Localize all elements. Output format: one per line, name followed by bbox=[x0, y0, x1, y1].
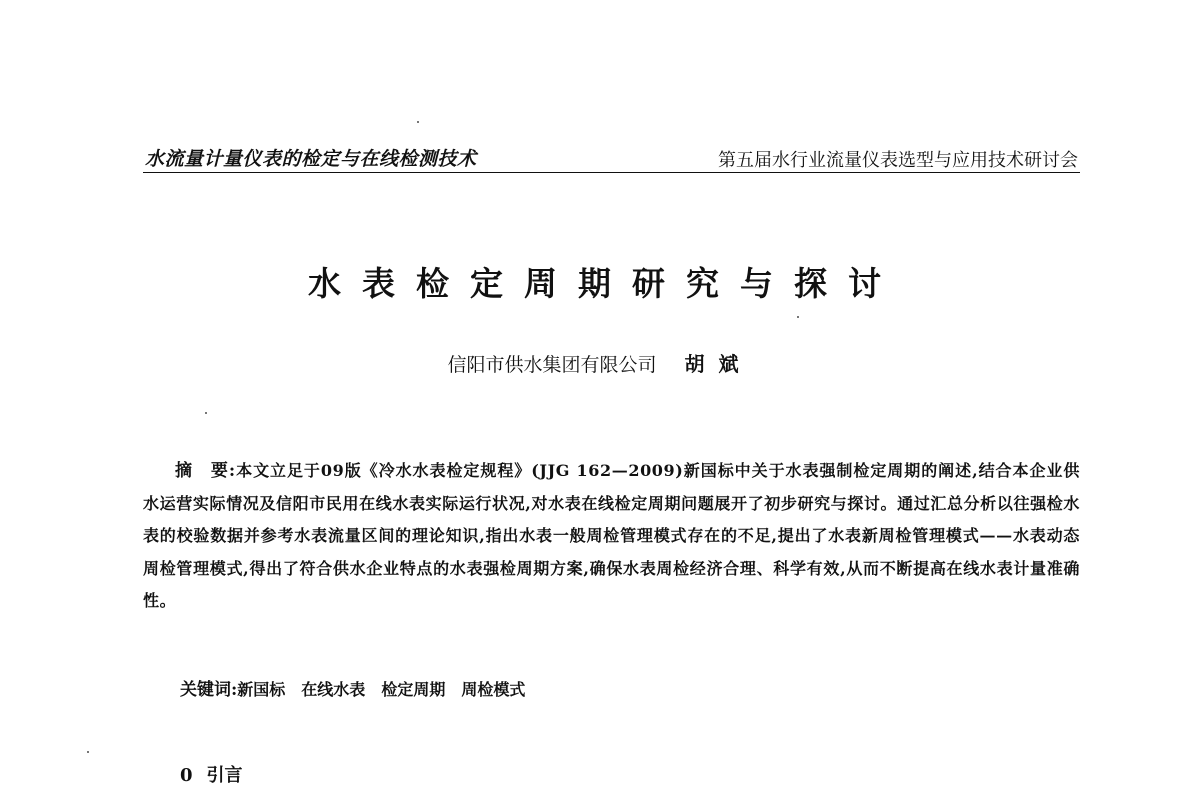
keyword-item: 检定周期 bbox=[381, 680, 446, 699]
section-number: 0 bbox=[180, 765, 193, 786]
section-title: 引言 bbox=[206, 765, 243, 786]
paper-title: 水表检定周期研究与探讨 bbox=[308, 264, 902, 303]
keyword-item: 在线水表 bbox=[301, 680, 366, 699]
scan-speck bbox=[797, 316, 799, 318]
header-book-title: 水流量计量仪表的检定与在线检测技术 bbox=[145, 148, 477, 170]
running-header bbox=[143, 142, 1080, 173]
author-organization: 信阳市供水集团有限公司 bbox=[447, 354, 657, 376]
scan-speck bbox=[417, 121, 419, 123]
keyword-item: 新国标 bbox=[237, 680, 286, 699]
abstract-paragraph bbox=[143, 455, 1080, 618]
abstract-text: 本文立足于09版《冷水水表检定规程》(JJG 162—2009)新国标中关于水表强制检定周期的阐述,结合本企业供水运营实际情况及信阳市民用在线水表实际运行状况,对水表在线检定周期问题展开了初步研究与探讨。通过汇总分析以往强检水表的校验数据并参考水表流量区间的理论知识,指出水表一般周检管理模式存在的不足,提出了水表新周检管理模式——水表动态周检管理模式,得出了符合供水企业特点的水表强检周期方案,确保水表周检经济合理、科学有效,从而不断提高在线水表计量准确性。 bbox=[143, 461, 1080, 610]
keywords-line bbox=[180, 675, 541, 700]
scan-speck bbox=[87, 751, 89, 753]
header-conference-title: 第五届水行业流量仪表选型与应用技术研讨会 bbox=[718, 150, 1078, 171]
author-name: 胡斌 bbox=[684, 352, 753, 376]
section-heading bbox=[180, 761, 243, 787]
scan-speck bbox=[205, 412, 207, 414]
author-line bbox=[0, 348, 1200, 377]
keyword-item: 周检模式 bbox=[461, 680, 526, 699]
abstract-label: 摘 要: bbox=[175, 461, 236, 481]
keywords-label: 关键词: bbox=[180, 680, 238, 700]
